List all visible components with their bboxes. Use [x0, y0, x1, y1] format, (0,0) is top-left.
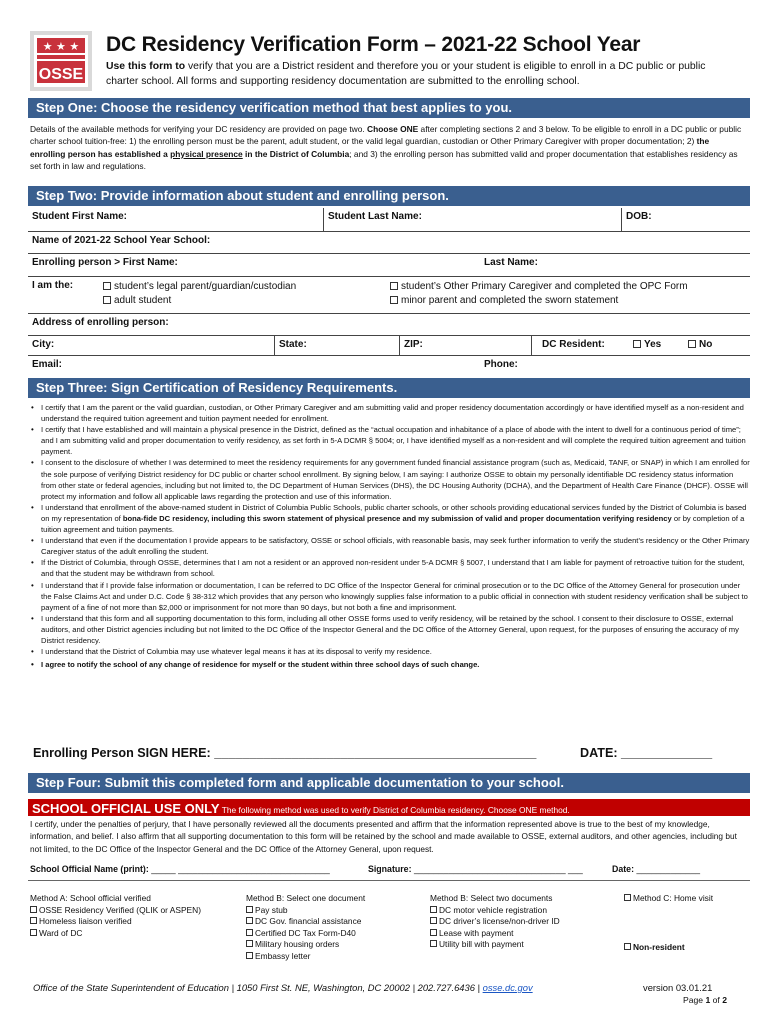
checkbox[interactable] — [246, 940, 253, 947]
step-one-heading: Step One: Choose the residency verification method that best applies to you. — [28, 98, 750, 118]
official-date-blank: _____________ — [634, 864, 701, 874]
city-row — [28, 336, 750, 356]
method-b-one-column — [246, 893, 365, 963]
official-certification-text: I certify, under the penalties of perjury, that I have personally reviewed all the documents presented and affirm that the information represented above is true to the best of my knowledge, information, and belief. I also affirm that all supporting documentation to this form will be retained by the school and made available to OSSE, external auditors, and other agencies, including but not limited, to the DC Office of the Inspector General and the DC Office of the Attorney General, upon request. — [30, 819, 737, 854]
logo-text: OSSE — [38, 66, 84, 83]
subtitle-rest: verify that you are a District resident and therefore you or your student is eligible to enroll in a DC public or public charter school. All forms and supporting residency documentation are submitted to the enrolling school. — [106, 61, 706, 87]
details-text-1: Details of the available methods for verifying your DC residency are provided on page two. — [30, 124, 368, 134]
i-am-label: I am the: — [32, 280, 74, 291]
checkbox[interactable] — [30, 906, 37, 913]
cert-text: or by completion of a tuition agreement and tuition payments. — [41, 513, 745, 535]
relationship-row — [28, 277, 750, 314]
enrolling-date-line[interactable]: DATE: _____________ — [580, 746, 713, 760]
phone-field[interactable]: Phone: — [484, 359, 518, 370]
non-resident-option[interactable] — [624, 942, 685, 954]
page-prefix: Page — [683, 995, 706, 1005]
option-opc-label: student’s Other Primary Caregiver and completed the OPC Form — [401, 281, 688, 292]
method-a-option[interactable] — [30, 928, 201, 940]
cert-item: • I understand that even if the documentation I provide appears to be satisfactory, OSSE or school officials, with reasonable basis, may seek further information to verify the student’s residency or the Other Primary Caregiver status of the adult enrolling the student. — [30, 535, 750, 557]
footer-address: Office of the State Superintendent of Education | 1050 First St. NE, Washington, DC 20002 | 202.727.6436 | — [33, 982, 483, 993]
option-label: OSSE Residency Verified (QLIK or ASPEN) — [39, 904, 201, 915]
method-b-two-heading: Method B: Select two documents — [430, 893, 553, 903]
page-total: 2 — [722, 995, 727, 1005]
non-resident-label: Non-resident — [633, 942, 685, 952]
cert-item — [30, 502, 750, 535]
cert-item: • I understand that this form and all supporting documentation to this form, including all other OSSE forms used to verify residency, will be retained by the school. I consent to their disclosure to OSSE, external auditors, and other District agencies including but not limited to the DC Office of the Inspector General and the DC Office of the Attorney General, upon request, for the purposes of ensuring the accuracy of my District residency. — [30, 613, 750, 646]
cert-item: • I understand that if I provide false information or documentation, I can be referred to DC Office of the Inspector General for criminal prosecution or to the DC Office of the Attorney General for prosecution under the False Claims Act and under D.C. Code § 38-312 which provides that any person who knowingly supplies false information to a public official in connection with student residency verification shall be subject to payment of a fine of not more than $2,000 or imprisonment for not more than 90 days, but not both a fine and imprisonment. — [30, 580, 750, 613]
method-b-one-option[interactable] — [246, 951, 365, 963]
method-b-two-column — [430, 893, 560, 951]
method-b-two-option[interactable] — [430, 916, 560, 928]
page-of: of — [710, 995, 723, 1005]
student-last-name-field[interactable]: Student Last Name: — [328, 211, 422, 222]
method-b-two-option[interactable] — [430, 939, 560, 951]
method-a-heading: Method A: School official verified — [30, 893, 151, 903]
osse-logo — [30, 31, 92, 91]
checkbox[interactable] — [246, 929, 253, 936]
option-adult-student[interactable] — [103, 295, 171, 306]
step-two-heading: Step Two: Provide information about student and enrolling person. — [28, 186, 750, 206]
official-instruction: The following method was used to verify District of Columbia residency. Choose ONE method. — [219, 805, 570, 815]
step-three-heading: Step Three: Sign Certification of Residency Requirements. — [28, 378, 750, 398]
official-name-label: School Official Name (print): — [30, 864, 149, 874]
logo-stars: ★ ★ ★ — [42, 40, 80, 53]
method-b-two-option[interactable] — [430, 928, 560, 940]
student-name-row — [28, 208, 750, 232]
checkbox-no[interactable] — [688, 340, 696, 348]
zip-field[interactable]: ZIP: — [404, 339, 423, 350]
option-minor-parent-label: minor parent and completed the sworn statement — [401, 295, 619, 306]
method-a-option[interactable] — [30, 916, 201, 928]
option-label: DC Gov. financial assistance — [255, 916, 362, 927]
checkbox[interactable] — [430, 917, 437, 924]
option-label: Ward of DC — [39, 927, 83, 938]
method-b-two-option[interactable] — [430, 905, 560, 917]
option-label: Pay stub — [255, 904, 288, 915]
enrolling-last-name-field[interactable]: Last Name: — [484, 257, 538, 268]
address-field[interactable]: Address of enrolling person: — [32, 317, 169, 328]
cert-item: • I understand that the District of Columbia may use whatever legal means it has at its disposal to verify my residence. — [30, 646, 750, 657]
dc-resident-no[interactable] — [688, 339, 712, 350]
option-opc[interactable] — [390, 281, 688, 292]
enrolling-signature-line[interactable]: Enrolling Person SIGN HERE: ______________________________________________ — [33, 746, 537, 760]
official-signature-field[interactable] — [368, 864, 583, 874]
method-c-label: Method C: Home visit — [633, 893, 714, 903]
school-name-row — [28, 232, 750, 254]
details-physical-presence: physical presence — [170, 148, 243, 159]
option-label: Lease with payment — [439, 927, 514, 938]
subtitle-bold: Use this form to — [106, 61, 186, 72]
method-b-one-heading: Method B: Select one document — [246, 893, 366, 903]
dob-field[interactable]: DOB: — [626, 211, 652, 222]
checkbox[interactable] — [246, 906, 253, 913]
form-subtitle — [106, 60, 736, 89]
option-label: Embassy letter — [255, 950, 311, 961]
details-physical-lead: the enrolling person has established a — [30, 136, 710, 159]
option-label: DC driver’s license/non-driver ID — [439, 916, 560, 927]
official-use-only-label: SCHOOL OFFICIAL USE ONLY — [32, 801, 220, 816]
address-row — [28, 314, 750, 336]
cert-item-notify: • I agree to notify the school of any change of residence for myself or the student within three school days of such change. — [30, 659, 750, 670]
cert-item: • I consent to the disclosure of whether I was determined to meet the residency requirements for any government funded financial assistance program (such as, Medicaid, TANF, or SNAP) in which I am enrolled for the sole purpose of verifying District residency for DC public or charter school enrollment. By signing below, I am saying: I authorize OSSE to obtain my personally identifiable DC residency status information from other state or federal agencies, including but not limited to, the DC Department of Human Services (DHS), the DC Housing Authority (DCHA), and the Department of Health Care Finance (DHCF). OSSE will protect my information and follow all applicable laws regarding the protection and use of this information. — [30, 457, 750, 501]
option-minor-parent[interactable] — [390, 295, 618, 306]
divider — [28, 880, 750, 881]
checkbox-adult-student[interactable] — [103, 296, 111, 304]
official-date-field[interactable] — [612, 864, 700, 874]
step-four-heading: Step Four: Submit this completed form and applicable documentation to your school. — [28, 773, 750, 793]
checkbox[interactable] — [624, 943, 631, 950]
official-signature-label: Signature: — [368, 864, 412, 874]
checkbox[interactable] — [30, 929, 37, 936]
method-a-option[interactable] — [30, 905, 201, 917]
checkbox[interactable] — [430, 929, 437, 936]
option-label: Certified DC Tax Form-D40 — [255, 927, 356, 938]
page-current: 1 — [705, 995, 711, 1005]
checkbox-opc[interactable] — [390, 282, 398, 290]
checkbox[interactable] — [246, 952, 253, 959]
enrolling-name-row — [28, 254, 750, 277]
option-legal-parent[interactable] — [103, 281, 296, 292]
option-label: Military housing orders — [255, 939, 340, 950]
osse-website-link[interactable]: osse.dc.gov — [482, 982, 533, 993]
details-choose-one: Choose ONE — [367, 124, 419, 134]
method-b-one-option[interactable] — [246, 928, 365, 940]
option-label: Homeless liaison verified — [39, 916, 132, 927]
dc-resident-yes[interactable] — [633, 339, 661, 350]
enrolling-first-name-field[interactable]: Enrolling person > First Name: — [32, 257, 178, 268]
option-label: DC motor vehicle registration — [439, 904, 547, 915]
student-first-name-field[interactable]: Student First Name: — [32, 211, 128, 222]
yes-label: Yes — [644, 339, 662, 350]
checkbox-legal-parent[interactable] — [103, 282, 111, 290]
official-date-label: Date: — [612, 864, 634, 874]
certification-list — [30, 402, 750, 670]
checkbox[interactable] — [430, 906, 437, 913]
option-adult-student-label: adult student — [114, 295, 172, 306]
dc-resident-label: DC Resident: — [542, 339, 605, 350]
method-a-column — [30, 893, 201, 939]
checkbox[interactable] — [624, 894, 631, 901]
method-c-option[interactable] — [624, 893, 713, 905]
city-field[interactable]: City: — [32, 339, 55, 350]
school-name-field[interactable]: Name of 2021-22 School Year School: — [32, 235, 211, 246]
checkbox[interactable] — [430, 940, 437, 947]
method-b-one-option[interactable] — [246, 939, 365, 951]
checkbox[interactable] — [246, 917, 253, 924]
checkbox-yes[interactable] — [633, 340, 641, 348]
method-b-one-option[interactable] — [246, 905, 365, 917]
option-label: Utility bill with payment — [439, 939, 524, 950]
official-name-blank: _____ _______________________________ — [148, 864, 330, 874]
cert-text: I understand that enrollment of the above-named student in District of Columbia Public Schools, public charter schools, or other schools providing educational services funded by the District of Columbia is based on my representation of — [41, 502, 747, 523]
checkbox[interactable] — [30, 917, 37, 924]
state-field[interactable]: State: — [279, 339, 307, 350]
email-field[interactable]: Email: — [32, 359, 63, 370]
cert-item: • If the District of Columbia, through OSSE, determines that I am not a resident or an approved non-resident under 5-A DCMR § 5007, I understand that I am liable for payment of retroactive tuition for the student, and that the student may be withdrawn from school. — [30, 557, 750, 579]
footer-office-info — [33, 982, 533, 993]
details-text-3: ; and 3) the enrolling person has submitted valid and proper documentation that establishes residency as set forth in law and regulations. — [30, 148, 738, 172]
footer-version: version 03.01.21 — [643, 982, 713, 993]
method-c-column — [624, 893, 713, 905]
step-one-details — [30, 123, 744, 173]
cert-bold-text: bona-fide DC residency, including this sworn statement of physical presence and my submission of valid and proper documentation verifying residency — [122, 513, 672, 523]
option-legal-parent-label: student’s legal parent/guardian/custodian — [114, 281, 297, 292]
official-name-field[interactable] — [30, 864, 330, 874]
method-b-one-option[interactable] — [246, 916, 365, 928]
cert-item: • I certify that I have established and will maintain a physical presence in the District, defined as the “actual occupation and inhabitance of a place of abode with the intent to dwell for a continuous period of time”; and I am submitting valid and proper documentation to verify residency, as set forth in 5-A DCMR § 5004; or, I have identified myself as a non-resident and will complete the required tuition agreement and tuition payment. — [30, 424, 750, 457]
non-resident-column — [624, 942, 685, 954]
checkbox-minor-parent[interactable] — [390, 296, 398, 304]
details-dc: in the District of Columbia — [242, 148, 350, 159]
page-number — [683, 995, 727, 1005]
cert-item: • I certify that I am the parent or the valid guardian, custodian, or Other Primary Caregiver and am submitting valid and proper residency documentation accordingly or have identified myself as a non-resident and understand the required tuition agreement and tuition payment needed for enrollment. — [30, 402, 750, 424]
form-title: DC Residency Verification Form – 2021-22 School Year — [106, 33, 641, 56]
contact-row — [28, 356, 750, 376]
details-text-2: after completing sections 2 and 3 below. To be eligible to enroll in a DC public or public charter school tuition-free: 1) the enrolling person must be the parent, adult student, or the valid legal guardian, custodian or Other Primary Caregiver with proper documentation; 2) — [30, 124, 742, 147]
no-label: No — [699, 339, 713, 350]
school-official-banner — [28, 799, 750, 816]
official-signature-blank: _______________________________ ___ — [411, 864, 583, 874]
